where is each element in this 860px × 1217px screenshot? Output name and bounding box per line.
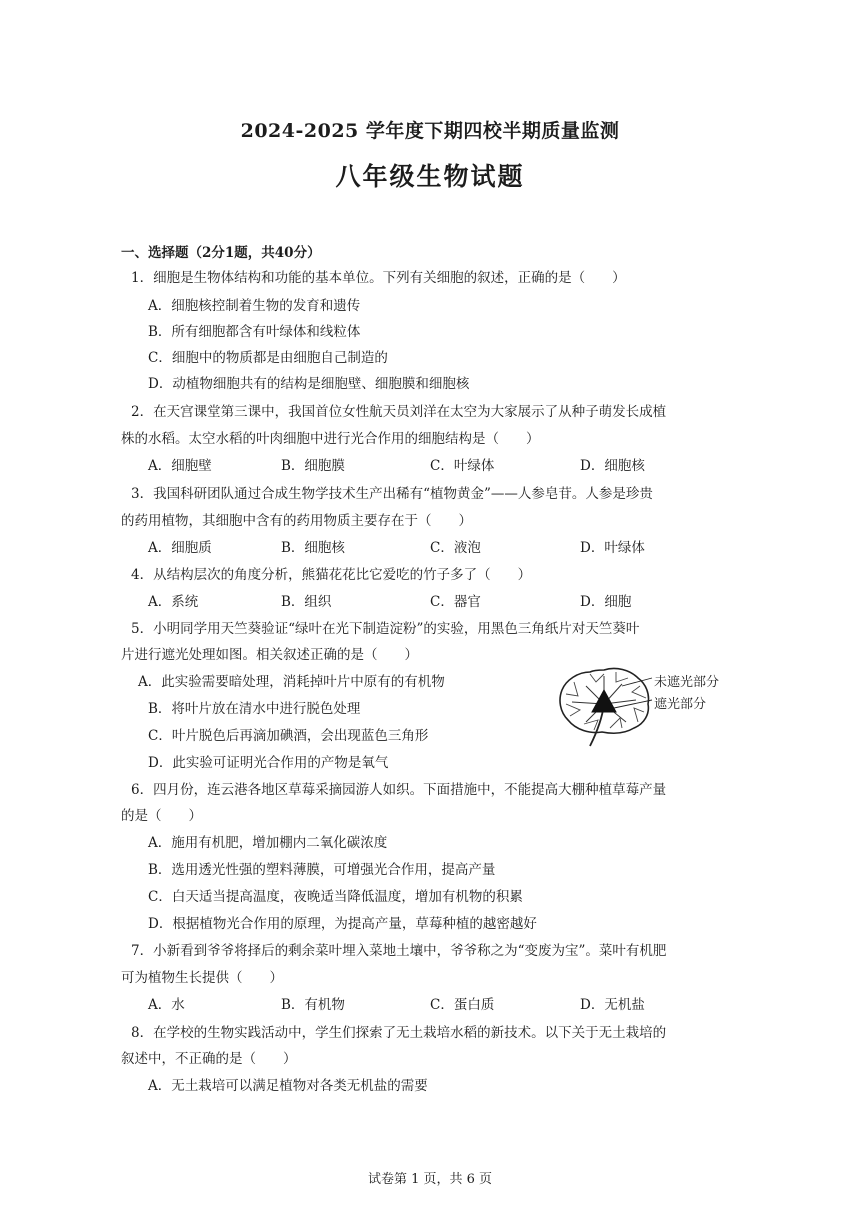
question-7-option-d: D．无机盐 [580, 997, 645, 1013]
exam-title: 2024-2025 学年度下期四校半期质量监测 [240, 120, 620, 142]
question-6-option-a: A．施用有机肥，增加棚内二氧化碳浓度 [148, 835, 388, 851]
question-1-option-d: D．动植物细胞共有的结构是细胞壁、细胞膜和细胞核 [148, 376, 470, 392]
question-1-option-a: A．细胞核控制着生物的发育和遗传 [148, 298, 361, 314]
question-7-option-c: C．蛋白质 [430, 997, 495, 1013]
question-4-stem: 4．从结构层次的角度分析，熊猫花花比它爱吃的竹子多了（ ） [131, 567, 532, 583]
question-8-stem-line-2: 叙述中，不正确的是（ ） [121, 1051, 297, 1067]
question-1-option-b: B．所有细胞都含有叶绿体和线粒体 [148, 324, 361, 340]
question-3-option-c: C．液泡 [430, 540, 481, 556]
question-6-option-c: C．白天适当提高温度，夜晚适当降低温度，增加有机物的积累 [148, 889, 523, 905]
question-7-option-a: A．水 [148, 997, 185, 1013]
question-6-stem-line-1: 6．四月份，连云港各地区草莓采摘园游人如织。下面措施中，不能提高大棚种植草莓产量 [131, 782, 667, 798]
question-5-option-c: C．叶片脱色后再滴加碘酒，会出现蓝色三角形 [148, 728, 429, 744]
question-6-stem-line-2: 的是（ ） [121, 808, 202, 824]
question-2-stem-line-1: 2．在天宫课堂第三课中，我国首位女性航天员刘洋在太空为大家展示了从种子萌发长成植 [131, 404, 667, 420]
leaf-illustration [556, 664, 656, 750]
question-5-stem-line-1: 5．小明同学用天竺葵验证“绿叶在光下制造淀粉”的实验，用黑色三角纸片对天竺葵叶 [131, 621, 640, 637]
question-2-option-c: C．叶绿体 [430, 458, 495, 474]
question-5-option-d: D．此实验可证明光合作用的产物是氧气 [148, 755, 389, 771]
question-6-option-b: B．选用透光性强的塑料薄膜，可增强光合作用，提高产量 [148, 862, 496, 878]
question-3-option-a: A．细胞质 [148, 540, 212, 556]
question-2-option-b: B．细胞膜 [281, 458, 345, 474]
question-1-stem: 1．细胞是生物体结构和功能的基本单位。下列有关细胞的叙述，正确的是（ ） [131, 270, 626, 286]
question-4-option-d: D．细胞 [580, 594, 632, 610]
section-heading: 一、选择题（2分1题，共40分） [121, 245, 321, 261]
question-2-option-d: D．细胞核 [580, 458, 645, 474]
question-4-option-c: C．器官 [430, 594, 481, 610]
question-3-stem-line-2: 的药用植物，其细胞中含有的药用物质主要存在于（ ） [121, 513, 472, 529]
question-4-option-b: B．组织 [281, 594, 332, 610]
question-7-stem-line-2: 可为植物生长提供（ ） [121, 970, 283, 986]
question-1-option-c: C．细胞中的物质都是由细胞自己制造的 [148, 350, 388, 366]
question-2-option-a: A．细胞壁 [148, 458, 212, 474]
question-8-option-a: A．无土栽培可以满足植物对各类无机盐的需要 [148, 1078, 428, 1094]
question-3-stem-line-1: 3．我国科研团队通过合成生物学技术生产出稀有“植物黄金”——人参皂苷。人参是珍贵 [131, 486, 653, 502]
page-footer: 试卷第 1 页，共 6 页 [367, 1172, 493, 1187]
question-3-option-b: B．细胞核 [281, 540, 345, 556]
leaf-shading-figure [556, 664, 746, 750]
question-4-option-a: A．系统 [148, 594, 199, 610]
question-7-stem-line-1: 7．小新看到爷爷将择后的剩余菜叶埋入菜地土壤中，爷爷称之为“变废为宝”。菜叶有机肥 [131, 943, 667, 959]
shaded-part-label: 遮光部分 [654, 697, 707, 712]
exam-subtitle: 八年级生物试题 [335, 162, 525, 191]
question-6-option-d: D．根据植物光合作用的原理，为提高产量，草莓种植的越密越好 [148, 916, 537, 932]
question-7-option-b: B．有机物 [281, 997, 345, 1013]
question-5-option-a: A．此实验需要暗处理，消耗掉叶片中原有的有机物 [138, 674, 445, 690]
unshaded-part-label: 未遮光部分 [654, 675, 720, 690]
question-5-option-b: B．将叶片放在清水中进行脱色处理 [148, 701, 361, 717]
question-8-stem-line-1: 8．在学校的生物实践活动中，学生们探索了无土栽培水稻的新技术。以下关于无土栽培的 [131, 1025, 667, 1041]
question-5-stem-line-2: 片进行遮光处理如图。相关叙述正确的是（ ） [121, 647, 418, 663]
question-3-option-d: D．叶绿体 [580, 540, 645, 556]
question-2-stem-line-2: 株的水稻。太空水稻的叶肉细胞中进行光合作用的细胞结构是（ ） [121, 431, 540, 447]
